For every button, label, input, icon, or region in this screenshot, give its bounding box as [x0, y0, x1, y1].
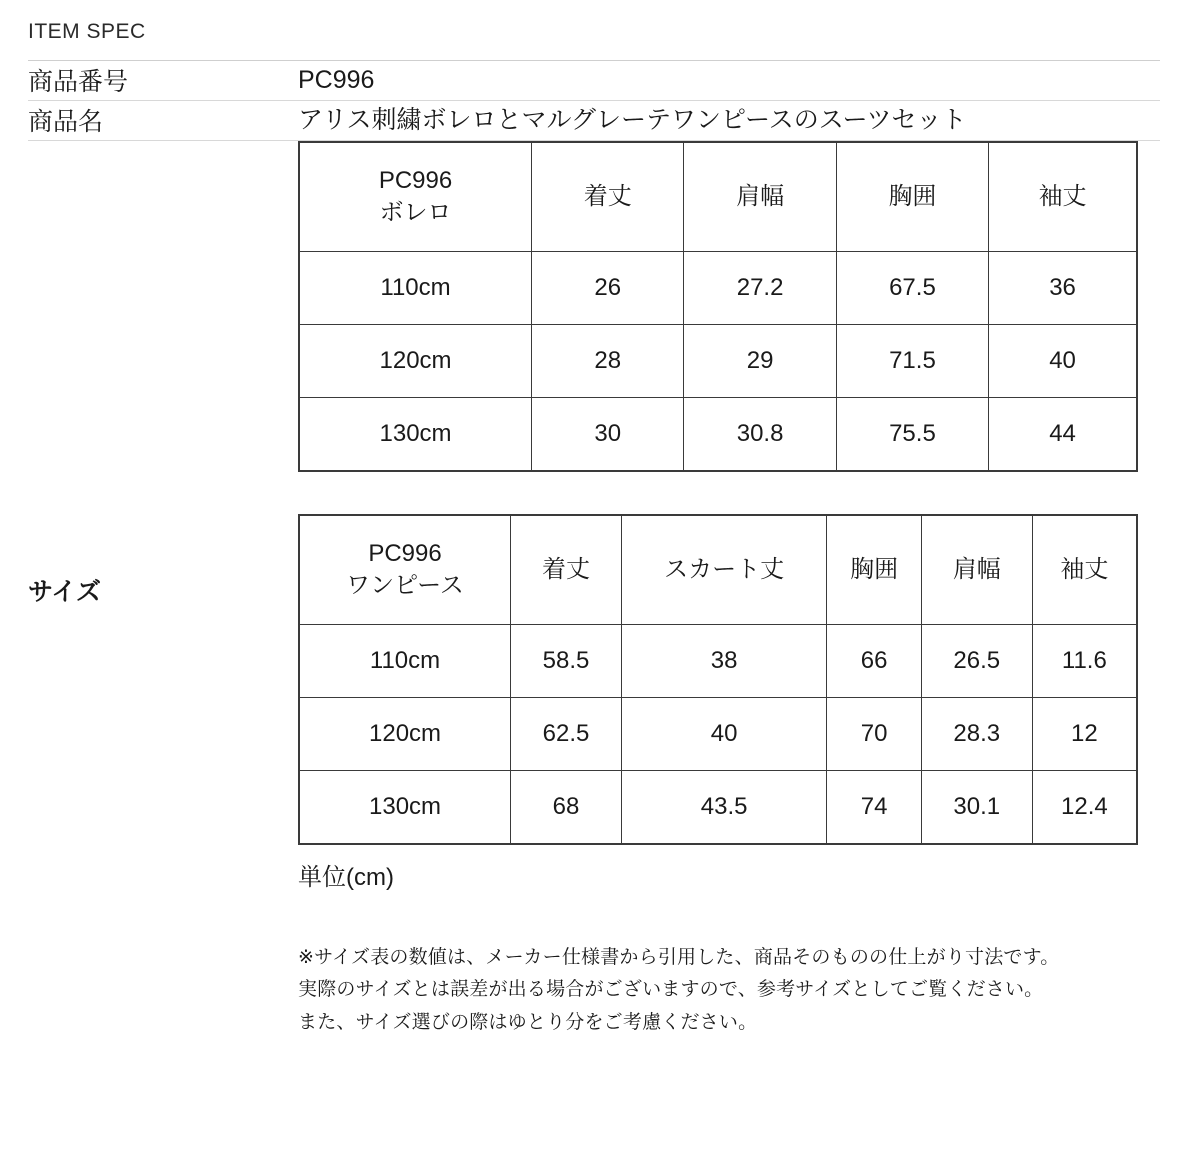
onepiece-header-2: 胸囲 [827, 515, 921, 625]
onepiece-row-2-value-3: 30.1 [921, 770, 1032, 844]
item-name-value: アリス刺繍ボレロとマルグレーテワンピースのスーツセット [298, 100, 1160, 140]
onepiece-corner-line1: PC996 [368, 540, 442, 568]
bolero-row-2-value-2: 75.5 [836, 397, 988, 471]
bolero-row-1-value-2: 71.5 [836, 324, 988, 397]
bolero-header-1: 肩幅 [684, 142, 836, 252]
table-row [299, 770, 1137, 844]
spec-row-item-name [28, 100, 1160, 140]
onepiece-header-0: 着丈 [511, 515, 622, 625]
onepiece-row-0-size: 110cm [299, 624, 511, 697]
bolero-header-2: 胸囲 [836, 142, 988, 252]
table-row [299, 624, 1137, 697]
size-note-line-1: ※サイズ表の数値は、メーカー仕様書から引用した、商品そのものの仕上がり寸法です。 [298, 946, 1060, 968]
onepiece-header-3: 肩幅 [921, 515, 1032, 625]
item-name-label: 商品名 [28, 100, 298, 140]
size-note-line-2: 実際のサイズとは誤差が出る場合がございますので、参考サイズとしてご覧ください。 [298, 979, 1044, 1001]
table-gap [298, 472, 1160, 514]
item-number-label: 商品番号 [28, 61, 298, 100]
bolero-header-0: 着丈 [532, 142, 684, 252]
bolero-row-0-value-3: 36 [989, 251, 1137, 324]
bolero-header-3: 袖丈 [989, 142, 1137, 252]
item-number-value: PC996 [298, 61, 1160, 100]
bolero-corner-line2: ボレロ [379, 198, 452, 226]
bolero-row-1-value-0: 28 [532, 324, 684, 397]
spec-row-item-number [28, 61, 1160, 100]
onepiece-row-1-value-1: 40 [621, 697, 826, 770]
bolero-row-0-value-0: 26 [532, 251, 684, 324]
onepiece-row-2-value-1: 43.5 [621, 770, 826, 844]
onepiece-row-2-value-2: 74 [827, 770, 921, 844]
table-row [299, 251, 1137, 324]
bolero-row-0-value-1: 27.2 [684, 251, 836, 324]
onepiece-row-1-value-3: 28.3 [921, 697, 1032, 770]
bolero-row-1-value-3: 40 [989, 324, 1137, 397]
onepiece-row-0-value-1: 38 [621, 624, 826, 697]
onepiece-table-corner [299, 515, 511, 625]
table-header-row [299, 142, 1137, 252]
size-label: サイズ [28, 578, 102, 606]
bolero-corner-line1: PC996 [378, 167, 453, 195]
bolero-size-table [298, 141, 1138, 472]
spec-row-size [28, 140, 1160, 1040]
onepiece-size-table [298, 514, 1138, 845]
page-title: ITEM SPEC [28, 20, 146, 43]
onepiece-row-2-size: 130cm [299, 770, 511, 844]
onepiece-row-0-value-3: 26.5 [921, 624, 1032, 697]
size-content [298, 140, 1160, 1040]
bolero-row-2-value-0: 30 [532, 397, 684, 471]
bolero-row-0-value-2: 67.5 [836, 251, 988, 324]
size-notes [298, 892, 1160, 1040]
bolero-row-2-size: 130cm [299, 397, 532, 471]
onepiece-row-0-value-2: 66 [827, 624, 921, 697]
onepiece-row-1-value-0: 62.5 [511, 697, 622, 770]
onepiece-row-0-value-4: 11.6 [1032, 624, 1137, 697]
table-header-row [299, 515, 1137, 625]
table-row [299, 397, 1137, 471]
bolero-row-1-value-1: 29 [684, 324, 836, 397]
onepiece-header-4: 袖丈 [1032, 515, 1137, 625]
onepiece-row-0-value-0: 58.5 [511, 624, 622, 697]
onepiece-row-1-value-2: 70 [827, 697, 921, 770]
bolero-row-1-size: 120cm [299, 324, 532, 397]
onepiece-header-1: スカート丈 [621, 515, 826, 625]
table-row [299, 697, 1137, 770]
size-note-line-3: また、サイズ選びの際はゆとり分をご考慮ください。 [298, 1011, 758, 1033]
item-spec-table [28, 61, 1160, 1040]
table-row [299, 324, 1137, 397]
onepiece-row-2-value-4: 12.4 [1032, 770, 1137, 844]
onepiece-row-2-value-0: 68 [511, 770, 622, 844]
bolero-row-0-size: 110cm [299, 251, 532, 324]
onepiece-row-1-size: 120cm [299, 697, 511, 770]
bolero-row-2-value-3: 44 [989, 397, 1137, 471]
unit-note: 単位(cm) [298, 863, 394, 891]
bolero-row-2-value-1: 30.8 [684, 397, 836, 471]
bolero-table-corner [299, 142, 532, 252]
onepiece-corner-line2: ワンピース [346, 571, 464, 599]
onepiece-row-1-value-4: 12 [1032, 697, 1137, 770]
